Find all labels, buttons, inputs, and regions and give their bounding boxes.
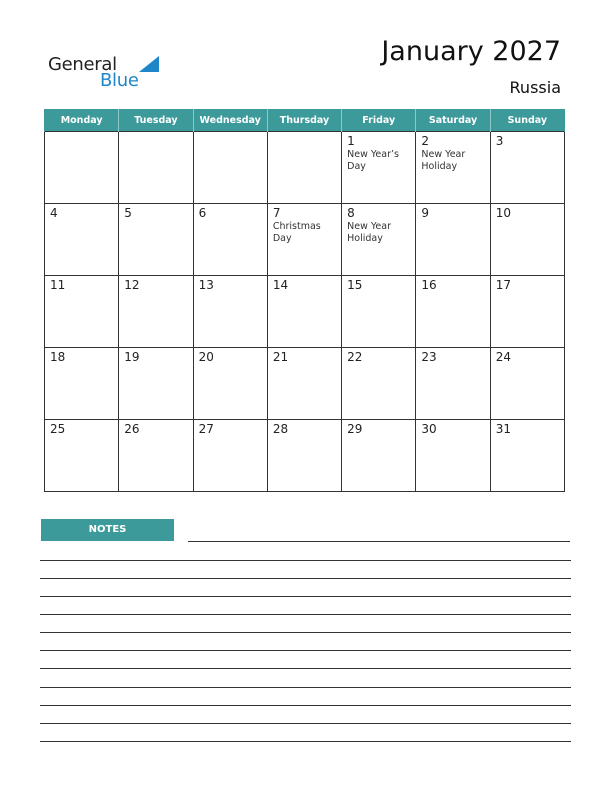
day-number: 20 (198, 350, 214, 364)
notes-line (40, 741, 571, 742)
holiday-label: New Year Holiday (421, 149, 466, 172)
day-number: 18 (50, 350, 66, 364)
day-cell (342, 420, 416, 492)
holiday-label: New Year Holiday (347, 221, 391, 244)
day-number: 15 (347, 278, 363, 292)
notes-line (40, 578, 571, 579)
day-cell (490, 348, 564, 420)
day-cell (416, 204, 490, 276)
day-cell (45, 420, 119, 492)
notes-line (40, 596, 571, 597)
day-number: 30 (421, 422, 437, 436)
day-number: 24 (495, 350, 511, 364)
day-cell (193, 132, 267, 204)
day-number: 13 (198, 278, 214, 292)
day-number: 25 (50, 422, 66, 436)
weekday-header: Sunday (490, 109, 564, 132)
day-number: 16 (421, 278, 437, 292)
day-number: 27 (198, 422, 214, 436)
day-number: 29 (347, 422, 363, 436)
day-cell (342, 348, 416, 420)
brand-word-general: General (48, 54, 117, 75)
brand-word-blue: Blue (100, 70, 139, 91)
notes-line (40, 650, 571, 651)
week-row (45, 348, 565, 420)
day-cell (267, 276, 341, 348)
day-cell (45, 276, 119, 348)
day-cell (45, 348, 119, 420)
day-number: 9 (421, 206, 430, 220)
week-row (45, 276, 565, 348)
notes-label: NOTES (41, 519, 174, 541)
weekday-header: Friday (342, 109, 416, 132)
holiday-label: Christmas Day (272, 221, 321, 244)
day-number: 17 (495, 278, 511, 292)
day-cell (193, 204, 267, 276)
notes-line (188, 541, 570, 542)
day-number: 26 (124, 422, 140, 436)
day-number: 11 (50, 278, 66, 292)
day-cell (45, 132, 119, 204)
week-row (45, 420, 565, 492)
day-cell (193, 348, 267, 420)
country-name: Russia (509, 78, 561, 97)
weekday-header: Saturday (416, 109, 490, 132)
day-cell (119, 204, 193, 276)
week-row (45, 132, 565, 204)
day-number: 3 (495, 134, 504, 148)
day-cell (416, 420, 490, 492)
day-number: 7 (272, 206, 281, 220)
day-number: 23 (421, 350, 437, 364)
logo-triangle-icon (139, 56, 159, 72)
notes-line (40, 614, 571, 615)
notes-line (40, 668, 571, 669)
week-row (45, 204, 565, 276)
holiday-label: New Year’s Day (347, 149, 399, 172)
day-cell (119, 276, 193, 348)
day-number: 22 (347, 350, 363, 364)
weekday-header: Monday (45, 109, 119, 132)
day-number: 14 (272, 278, 289, 292)
day-number: 8 (347, 206, 355, 220)
day-cell (267, 132, 341, 204)
day-cell (193, 420, 267, 492)
day-cell (193, 276, 267, 348)
day-cell (416, 276, 490, 348)
day-number: 12 (124, 278, 140, 292)
day-cell (45, 204, 119, 276)
weekday-header: Tuesday (119, 109, 193, 132)
notes-line (40, 705, 571, 706)
weekday-header: Wednesday (193, 109, 267, 132)
day-cell (342, 204, 416, 276)
day-cell (342, 276, 416, 348)
day-number: 19 (124, 350, 140, 364)
weekday-header-row (45, 109, 565, 132)
day-cell (119, 132, 193, 204)
weekday-header: Thursday (267, 109, 341, 132)
day-cell (416, 348, 490, 420)
brand-logo (48, 52, 158, 92)
day-cell (119, 348, 193, 420)
day-cell (267, 348, 341, 420)
day-number: 5 (124, 206, 132, 220)
day-cell (490, 420, 564, 492)
day-number: 28 (272, 422, 289, 436)
calendar-grid (44, 109, 565, 492)
day-number: 31 (495, 422, 511, 436)
day-number: 2 (421, 134, 430, 148)
day-cell (490, 132, 564, 204)
day-cell (490, 276, 564, 348)
day-number: 4 (50, 206, 58, 220)
notes-line (40, 632, 571, 633)
calendar-title: January 2027 (381, 36, 561, 67)
day-number: 10 (495, 206, 511, 220)
day-cell (342, 132, 416, 204)
day-cell (267, 420, 341, 492)
notes-line (40, 687, 571, 688)
day-number: 1 (347, 134, 355, 148)
notes-line (40, 723, 571, 724)
day-number: 21 (272, 350, 289, 364)
day-cell (267, 204, 341, 276)
day-cell (119, 420, 193, 492)
notes-line (40, 560, 571, 561)
day-cell (416, 132, 490, 204)
day-number: 6 (198, 206, 207, 220)
day-cell (490, 204, 564, 276)
